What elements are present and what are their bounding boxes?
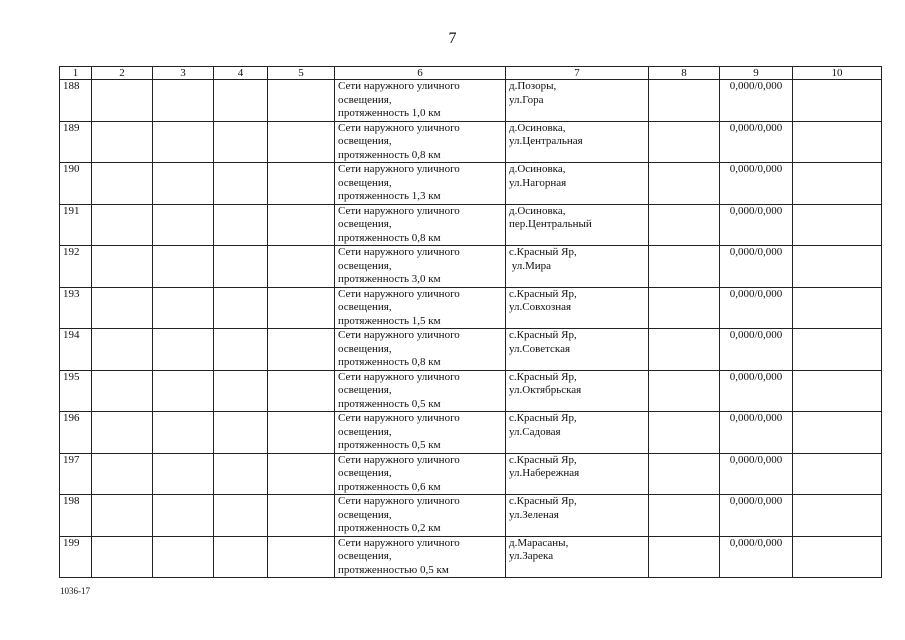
empty-cell bbox=[793, 329, 882, 371]
empty-cell bbox=[214, 536, 268, 578]
object-line: протяженность 0,8 км bbox=[338, 148, 441, 161]
column-header: 3 bbox=[153, 67, 214, 80]
empty-cell bbox=[214, 163, 268, 205]
empty-cell bbox=[268, 329, 335, 371]
object-line: протяженность 0,8 км bbox=[338, 231, 441, 244]
address-cell bbox=[506, 246, 649, 288]
empty-cell bbox=[793, 495, 882, 537]
address-line: ул.Набережная bbox=[509, 467, 580, 479]
object-line: Сети наружного уличного bbox=[338, 370, 460, 383]
empty-cell bbox=[268, 453, 335, 495]
address-line: ул.Зарека bbox=[509, 550, 554, 562]
row-number-cell: 198 bbox=[60, 495, 92, 537]
address-line: с.Красный Яр, bbox=[509, 453, 577, 466]
table-row bbox=[60, 204, 882, 246]
row-number-cell: 194 bbox=[60, 329, 92, 371]
address-line: ул.Центральная bbox=[509, 135, 583, 147]
empty-cell bbox=[153, 80, 214, 122]
address-cell bbox=[506, 329, 649, 371]
empty-cell bbox=[153, 453, 214, 495]
object-line: Сети наружного уличного bbox=[338, 412, 460, 424]
empty-cell bbox=[92, 536, 153, 578]
table-row bbox=[60, 495, 882, 537]
column-header: 2 bbox=[92, 67, 153, 80]
registry-table bbox=[59, 66, 882, 578]
empty-cell bbox=[153, 121, 214, 163]
object-line: Сети наружного уличного bbox=[338, 163, 460, 175]
empty-cell bbox=[649, 246, 720, 288]
object-line: Сети наружного уличного bbox=[338, 204, 460, 217]
row-number-cell: 196 bbox=[60, 412, 92, 454]
empty-cell bbox=[268, 370, 335, 412]
footer-code: 1036-17 bbox=[60, 586, 90, 596]
empty-cell bbox=[649, 163, 720, 205]
empty-cell bbox=[153, 536, 214, 578]
address-line: ул.Зеленая bbox=[509, 508, 559, 521]
object-line: освещения, bbox=[338, 467, 392, 479]
address-line: д.Позоры, bbox=[509, 80, 557, 92]
empty-cell bbox=[793, 246, 882, 288]
address-cell bbox=[506, 163, 649, 205]
empty-cell bbox=[92, 329, 153, 371]
empty-cell bbox=[793, 204, 882, 246]
object-line: Сети наружного уличного bbox=[338, 121, 460, 134]
address-line: ул.Совхозная bbox=[509, 301, 572, 313]
empty-cell bbox=[153, 370, 214, 412]
object-line: освещения, bbox=[338, 218, 392, 230]
address-line: с.Красный Яр, bbox=[509, 287, 577, 300]
address-line: ул.Советская bbox=[509, 342, 571, 355]
empty-cell bbox=[649, 370, 720, 412]
empty-cell bbox=[268, 121, 335, 163]
empty-cell bbox=[268, 204, 335, 246]
empty-cell bbox=[92, 453, 153, 495]
object-name-cell bbox=[335, 536, 506, 578]
object-name-cell bbox=[335, 121, 506, 163]
object-line: освещения, bbox=[338, 508, 392, 521]
table-row bbox=[60, 370, 882, 412]
table-body bbox=[60, 80, 882, 578]
object-line: Сети наружного уличного bbox=[338, 287, 460, 300]
empty-cell bbox=[153, 329, 214, 371]
address-line: д.Осиновка, bbox=[509, 204, 566, 217]
empty-cell bbox=[214, 329, 268, 371]
object-name-cell bbox=[335, 370, 506, 412]
value-cell: 0,000/0,000 bbox=[720, 536, 793, 578]
address-line: ул.Садовая bbox=[509, 425, 561, 438]
empty-cell bbox=[268, 163, 335, 205]
empty-cell bbox=[214, 495, 268, 537]
header-row bbox=[60, 67, 882, 80]
object-name-cell bbox=[335, 80, 506, 122]
empty-cell bbox=[153, 287, 214, 329]
empty-cell bbox=[153, 163, 214, 205]
object-line: протяженность 0,8 км bbox=[338, 356, 441, 368]
empty-cell bbox=[214, 204, 268, 246]
address-line: ул.Октябрьская bbox=[509, 384, 582, 396]
object-line: освещения, bbox=[338, 301, 392, 313]
table-row bbox=[60, 287, 882, 329]
empty-cell bbox=[214, 121, 268, 163]
object-line: Сети наружного уличного bbox=[338, 495, 460, 507]
object-line: освещения, bbox=[338, 384, 392, 396]
address-cell bbox=[506, 370, 649, 412]
value-cell: 0,000/0,000 bbox=[720, 246, 793, 288]
address-cell bbox=[506, 204, 649, 246]
empty-cell bbox=[649, 536, 720, 578]
object-line: протяженность 1,3 км bbox=[338, 190, 441, 202]
value-cell: 0,000/0,000 bbox=[720, 370, 793, 412]
object-line: протяженность 0,6 км bbox=[338, 480, 441, 493]
empty-cell bbox=[268, 412, 335, 454]
object-name-cell bbox=[335, 204, 506, 246]
empty-cell bbox=[268, 80, 335, 122]
object-name-cell bbox=[335, 453, 506, 495]
object-line: Сети наружного уличного bbox=[338, 453, 460, 466]
object-line: Сети наружного уличного bbox=[338, 329, 460, 341]
empty-cell bbox=[649, 121, 720, 163]
value-cell: 0,000/0,000 bbox=[720, 329, 793, 371]
address-cell bbox=[506, 495, 649, 537]
empty-cell bbox=[649, 412, 720, 454]
address-line: ул.Нагорная bbox=[509, 176, 567, 189]
page-number: 7 bbox=[448, 30, 457, 47]
empty-cell bbox=[649, 204, 720, 246]
object-line: освещения, bbox=[338, 135, 392, 147]
object-line: освещения, bbox=[338, 176, 392, 189]
address-line: д.Осиновка, bbox=[509, 121, 566, 134]
value-cell: 0,000/0,000 bbox=[720, 495, 793, 537]
object-line: освещения, bbox=[338, 259, 392, 272]
empty-cell bbox=[214, 287, 268, 329]
object-line: протяженность 0,5 км bbox=[338, 397, 441, 410]
object-line: протяженность 0,2 км bbox=[338, 522, 441, 534]
row-number-cell: 192 bbox=[60, 246, 92, 288]
address-cell bbox=[506, 80, 649, 122]
empty-cell bbox=[268, 495, 335, 537]
empty-cell bbox=[214, 412, 268, 454]
object-line: протяженность 3,0 км bbox=[338, 273, 441, 285]
empty-cell bbox=[793, 121, 882, 163]
table-row bbox=[60, 536, 882, 578]
address-line: с.Красный Яр, bbox=[509, 370, 577, 383]
value-cell: 0,000/0,000 bbox=[720, 163, 793, 205]
value-cell: 0,000/0,000 bbox=[720, 412, 793, 454]
column-header: 7 bbox=[506, 67, 649, 80]
table-row bbox=[60, 80, 882, 122]
empty-cell bbox=[649, 329, 720, 371]
empty-cell bbox=[92, 80, 153, 122]
address-line: д.Марасаны, bbox=[509, 536, 569, 549]
address-line: с.Красный Яр, bbox=[509, 412, 577, 424]
table-row bbox=[60, 121, 882, 163]
object-name-cell bbox=[335, 246, 506, 288]
address-line: ул.Гора bbox=[509, 93, 544, 106]
object-line: освещения, bbox=[338, 93, 392, 106]
object-line: освещения, bbox=[338, 342, 392, 355]
table-row bbox=[60, 453, 882, 495]
value-cell: 0,000/0,000 bbox=[720, 453, 793, 495]
address-line: с.Красный Яр, bbox=[509, 329, 577, 341]
row-number-cell: 188 bbox=[60, 80, 92, 122]
empty-cell bbox=[793, 80, 882, 122]
empty-cell bbox=[793, 163, 882, 205]
empty-cell bbox=[214, 453, 268, 495]
empty-cell bbox=[153, 204, 214, 246]
column-header: 4 bbox=[214, 67, 268, 80]
object-name-cell bbox=[335, 163, 506, 205]
object-name-cell bbox=[335, 412, 506, 454]
empty-cell bbox=[649, 453, 720, 495]
empty-cell bbox=[268, 246, 335, 288]
row-number-cell: 197 bbox=[60, 453, 92, 495]
empty-cell bbox=[649, 495, 720, 537]
empty-cell bbox=[268, 287, 335, 329]
empty-cell bbox=[793, 536, 882, 578]
empty-cell bbox=[793, 287, 882, 329]
empty-cell bbox=[92, 121, 153, 163]
empty-cell bbox=[92, 163, 153, 205]
address-line: ул.Мира bbox=[509, 259, 552, 272]
object-name-cell bbox=[335, 287, 506, 329]
row-number-cell: 189 bbox=[60, 121, 92, 163]
address-line: с.Красный Яр, bbox=[509, 495, 577, 507]
empty-cell bbox=[793, 453, 882, 495]
column-header: 10 bbox=[793, 67, 882, 80]
empty-cell bbox=[92, 412, 153, 454]
column-header: 6 bbox=[335, 67, 506, 80]
empty-cell bbox=[92, 246, 153, 288]
empty-cell bbox=[92, 287, 153, 329]
row-number-cell: 190 bbox=[60, 163, 92, 205]
empty-cell bbox=[153, 495, 214, 537]
address-cell bbox=[506, 287, 649, 329]
empty-cell bbox=[793, 370, 882, 412]
object-line: протяженность 1,0 км bbox=[338, 107, 441, 119]
empty-cell bbox=[214, 80, 268, 122]
column-header: 8 bbox=[649, 67, 720, 80]
object-line: освещения, bbox=[338, 425, 392, 438]
row-number-cell: 191 bbox=[60, 204, 92, 246]
column-header: 5 bbox=[268, 67, 335, 80]
table-row bbox=[60, 412, 882, 454]
empty-cell bbox=[649, 287, 720, 329]
value-cell: 0,000/0,000 bbox=[720, 204, 793, 246]
object-line: протяженность 1,5 км bbox=[338, 314, 441, 327]
object-name-cell bbox=[335, 329, 506, 371]
empty-cell bbox=[92, 495, 153, 537]
empty-cell bbox=[153, 246, 214, 288]
row-number-cell: 195 bbox=[60, 370, 92, 412]
object-line: Сети наружного уличного bbox=[338, 536, 460, 549]
table-row bbox=[60, 329, 882, 371]
object-line: Сети наружного уличного bbox=[338, 80, 460, 92]
object-line: протяженностью 0,5 км bbox=[338, 563, 449, 576]
column-header: 1 bbox=[60, 67, 92, 80]
address-cell bbox=[506, 453, 649, 495]
object-line: Сети наружного уличного bbox=[338, 246, 460, 258]
empty-cell bbox=[153, 412, 214, 454]
address-line: с.Красный Яр, bbox=[509, 246, 577, 258]
table-row bbox=[60, 163, 882, 205]
empty-cell bbox=[649, 80, 720, 122]
row-number-cell: 199 bbox=[60, 536, 92, 578]
row-number-cell: 193 bbox=[60, 287, 92, 329]
column-header: 9 bbox=[720, 67, 793, 80]
value-cell: 0,000/0,000 bbox=[720, 80, 793, 122]
empty-cell bbox=[214, 246, 268, 288]
address-line: пер.Центральный bbox=[509, 218, 592, 230]
address-line: д.Осиновка, bbox=[509, 163, 566, 175]
empty-cell bbox=[92, 370, 153, 412]
address-cell bbox=[506, 412, 649, 454]
empty-cell bbox=[214, 370, 268, 412]
address-cell bbox=[506, 121, 649, 163]
address-cell bbox=[506, 536, 649, 578]
empty-cell bbox=[268, 536, 335, 578]
object-line: протяженность 0,5 км bbox=[338, 439, 441, 451]
value-cell: 0,000/0,000 bbox=[720, 121, 793, 163]
empty-cell bbox=[793, 412, 882, 454]
table-row bbox=[60, 246, 882, 288]
object-line: освещения, bbox=[338, 550, 392, 562]
value-cell: 0,000/0,000 bbox=[720, 287, 793, 329]
object-name-cell bbox=[335, 495, 506, 537]
empty-cell bbox=[92, 204, 153, 246]
